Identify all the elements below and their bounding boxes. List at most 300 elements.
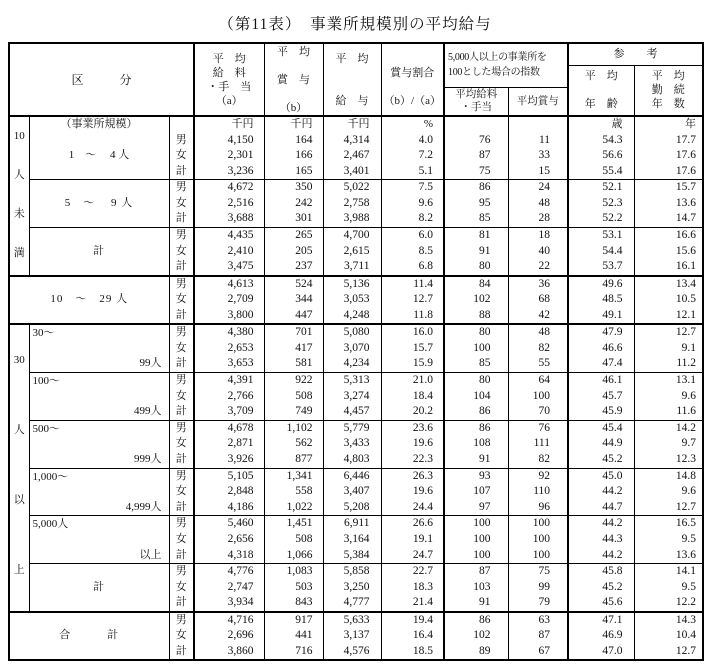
size-label-inner bbox=[30, 516, 169, 563]
value-cell: 100 bbox=[444, 516, 508, 532]
value-cell: 22.3 bbox=[381, 452, 444, 468]
header-index-salary: 平均給料 ・手当 bbox=[444, 87, 508, 116]
value-cell: 5,779 bbox=[323, 420, 381, 436]
value-cell: 3,164 bbox=[323, 532, 381, 548]
value-cell: 16.4 bbox=[381, 628, 444, 644]
value-cell: 4,803 bbox=[323, 452, 381, 468]
value-cell: 100 bbox=[508, 516, 568, 532]
value-cell: 3,988 bbox=[323, 211, 381, 227]
value-cell: 237 bbox=[264, 259, 323, 276]
sex-label: 男 bbox=[169, 564, 194, 580]
value-cell: 9.6 bbox=[634, 389, 703, 405]
value-cell: 49.1 bbox=[568, 308, 634, 325]
size-label-to: 4,999人 bbox=[125, 500, 162, 513]
value-cell: 97 bbox=[444, 500, 508, 516]
unit-cell: 千円 bbox=[323, 116, 381, 133]
value-cell: 508 bbox=[264, 389, 323, 405]
size-label-from: 30～ bbox=[32, 327, 55, 340]
value-cell: 103 bbox=[444, 580, 508, 596]
value-cell: 17.6 bbox=[634, 164, 703, 180]
size-label: 計 bbox=[29, 564, 169, 612]
value-cell: 76 bbox=[444, 133, 508, 149]
sex-label: 男 bbox=[169, 612, 194, 629]
value-cell: 7.5 bbox=[381, 180, 444, 196]
value-cell: 10.5 bbox=[634, 292, 703, 308]
value-cell: 100 bbox=[444, 548, 508, 564]
value-cell: 54.3 bbox=[568, 133, 634, 149]
sex-label: 男 bbox=[169, 133, 194, 149]
header-bonus-ratio: 賞与割合 （b）/（a） bbox=[381, 43, 444, 116]
value-cell: 76 bbox=[508, 420, 568, 436]
value-cell: 5,384 bbox=[323, 548, 381, 564]
size-label-to: 以上 bbox=[139, 548, 162, 561]
size-label-inner bbox=[30, 373, 169, 420]
value-cell: 3,475 bbox=[194, 259, 264, 276]
value-cell: 18 bbox=[508, 227, 568, 243]
size-label: 合 計 bbox=[9, 612, 169, 661]
value-cell: 350 bbox=[264, 180, 323, 196]
value-cell: 107 bbox=[444, 484, 508, 500]
value-cell: 91 bbox=[444, 452, 508, 468]
value-cell: 99 bbox=[508, 580, 568, 596]
value-cell: 24.4 bbox=[381, 500, 444, 516]
value-cell: 81 bbox=[444, 227, 508, 243]
value-cell: 3,860 bbox=[194, 644, 264, 661]
value-cell: 11.4 bbox=[381, 276, 444, 293]
value-cell: 47.4 bbox=[568, 356, 634, 372]
value-cell: 18.4 bbox=[381, 389, 444, 405]
value-cell: 100 bbox=[508, 532, 568, 548]
value-cell: 4,457 bbox=[323, 404, 381, 420]
value-cell: 5,633 bbox=[323, 612, 381, 629]
value-cell: 87 bbox=[444, 564, 508, 580]
value-cell: 45.7 bbox=[568, 389, 634, 405]
sex-label: 男 bbox=[169, 468, 194, 484]
value-cell: 13.6 bbox=[634, 196, 703, 212]
size-label bbox=[29, 116, 169, 180]
value-cell: 3,709 bbox=[194, 404, 264, 420]
value-cell: 164 bbox=[264, 133, 323, 149]
value-cell: 44.2 bbox=[568, 548, 634, 564]
value-cell: 4.0 bbox=[381, 133, 444, 149]
value-cell: 53.1 bbox=[568, 227, 634, 243]
value-cell: 2,656 bbox=[194, 532, 264, 548]
value-cell: 15.7 bbox=[381, 341, 444, 357]
value-cell: 5,105 bbox=[194, 468, 264, 484]
value-cell: 45.2 bbox=[568, 580, 634, 596]
value-cell: 5.1 bbox=[381, 164, 444, 180]
value-cell: 3,250 bbox=[323, 580, 381, 596]
sex-label: 計 bbox=[169, 308, 194, 325]
value-cell: 3,934 bbox=[194, 595, 264, 612]
sex-label: 男 bbox=[169, 420, 194, 436]
sex-label: 計 bbox=[169, 500, 194, 516]
value-cell: 242 bbox=[264, 196, 323, 212]
unit-cell: 千円 bbox=[194, 116, 264, 133]
value-cell: 4,380 bbox=[194, 324, 264, 341]
value-cell: 8.5 bbox=[381, 243, 444, 259]
value-cell: 4,435 bbox=[194, 227, 264, 243]
value-cell: 9.7 bbox=[634, 436, 703, 452]
value-cell: 5,080 bbox=[323, 324, 381, 341]
value-cell: 2,653 bbox=[194, 341, 264, 357]
value-cell: 55.4 bbox=[568, 164, 634, 180]
value-cell: 86 bbox=[444, 404, 508, 420]
value-cell: 24.7 bbox=[381, 548, 444, 564]
table-row bbox=[9, 468, 703, 484]
value-cell: 3,401 bbox=[323, 164, 381, 180]
group-label-text bbox=[10, 325, 29, 606]
value-cell: 2,516 bbox=[194, 196, 264, 212]
sex-label: 女 bbox=[169, 436, 194, 452]
value-cell: 14.7 bbox=[634, 211, 703, 227]
table-body bbox=[9, 116, 703, 660]
size-label-from: 1,000～ bbox=[32, 470, 69, 483]
value-cell: 70 bbox=[508, 404, 568, 420]
value-cell: 3,236 bbox=[194, 164, 264, 180]
value-cell: 100 bbox=[508, 389, 568, 405]
value-cell: 12.7 bbox=[634, 324, 703, 341]
value-cell: 21.0 bbox=[381, 372, 444, 388]
sex-label: 女 bbox=[169, 484, 194, 500]
value-cell: 100 bbox=[508, 548, 568, 564]
value-cell: 88 bbox=[444, 308, 508, 325]
value-cell: 3,711 bbox=[323, 259, 381, 276]
value-cell: 447 bbox=[264, 308, 323, 325]
value-cell: 5,858 bbox=[323, 564, 381, 580]
value-cell: 4,777 bbox=[323, 595, 381, 612]
value-cell: 52.1 bbox=[568, 180, 634, 196]
value-cell: 47.9 bbox=[568, 324, 634, 341]
unit-cell: 年 bbox=[634, 116, 703, 133]
value-cell: 1,451 bbox=[264, 516, 323, 532]
value-cell: 96 bbox=[508, 500, 568, 516]
value-cell: 80 bbox=[444, 324, 508, 341]
value-cell: 54.4 bbox=[568, 243, 634, 259]
value-cell: 12.1 bbox=[634, 308, 703, 325]
value-cell: 21.4 bbox=[381, 595, 444, 612]
value-cell: 344 bbox=[264, 292, 323, 308]
header-avg-age: 平 均 年 齢 bbox=[568, 65, 634, 116]
value-cell: 12.7 bbox=[634, 644, 703, 661]
value-cell: 104 bbox=[444, 389, 508, 405]
sex-label: 女 bbox=[169, 532, 194, 548]
value-cell: 503 bbox=[264, 580, 323, 596]
size-label bbox=[29, 468, 169, 516]
value-cell: 80 bbox=[444, 259, 508, 276]
value-cell: 26.6 bbox=[381, 516, 444, 532]
size-label-inner bbox=[30, 469, 169, 516]
value-cell: 16.6 bbox=[634, 227, 703, 243]
value-cell: 4,391 bbox=[194, 372, 264, 388]
size-label bbox=[29, 420, 169, 468]
value-cell: 44.7 bbox=[568, 500, 634, 516]
value-cell: 63 bbox=[508, 612, 568, 629]
value-cell: 108 bbox=[444, 436, 508, 452]
value-cell: 4,314 bbox=[323, 133, 381, 149]
value-cell: 12.7 bbox=[634, 500, 703, 516]
value-cell: 10.4 bbox=[634, 628, 703, 644]
salary-table bbox=[8, 42, 704, 661]
value-cell: 4,613 bbox=[194, 276, 264, 293]
value-cell: 26.3 bbox=[381, 468, 444, 484]
value-cell: 166 bbox=[264, 148, 323, 164]
sex-label: 女 bbox=[169, 628, 194, 644]
size-label-to: 499人 bbox=[134, 405, 162, 418]
value-cell: 20.2 bbox=[381, 404, 444, 420]
value-cell: 15.9 bbox=[381, 356, 444, 372]
value-cell: 2,410 bbox=[194, 243, 264, 259]
size-label bbox=[29, 516, 169, 564]
value-cell: 11.6 bbox=[634, 404, 703, 420]
value-cell: 52.2 bbox=[568, 211, 634, 227]
value-cell: 16.1 bbox=[634, 259, 703, 276]
value-cell: 524 bbox=[264, 276, 323, 293]
value-cell: 5,208 bbox=[323, 500, 381, 516]
value-cell: 441 bbox=[264, 628, 323, 644]
value-cell: 75 bbox=[444, 164, 508, 180]
table-row bbox=[9, 227, 703, 243]
value-cell: 47.0 bbox=[568, 644, 634, 661]
value-cell: 3,070 bbox=[323, 341, 381, 357]
value-cell: 19.1 bbox=[381, 532, 444, 548]
value-cell: 46.6 bbox=[568, 341, 634, 357]
value-cell: 91 bbox=[444, 595, 508, 612]
sex-label: 男 bbox=[169, 324, 194, 341]
header-category: 区 分 bbox=[9, 43, 194, 116]
value-cell: 45.6 bbox=[568, 595, 634, 612]
value-cell: 2,615 bbox=[323, 243, 381, 259]
value-cell: 2,871 bbox=[194, 436, 264, 452]
value-cell: 12.7 bbox=[381, 292, 444, 308]
value-cell: 79 bbox=[508, 595, 568, 612]
value-cell: 102 bbox=[444, 628, 508, 644]
value-cell: 100 bbox=[444, 341, 508, 357]
value-cell: 91 bbox=[444, 243, 508, 259]
value-cell: 48 bbox=[508, 196, 568, 212]
unit-cell bbox=[444, 116, 508, 133]
value-cell: 16.5 bbox=[634, 516, 703, 532]
group-label bbox=[9, 324, 29, 612]
value-cell: 19.4 bbox=[381, 612, 444, 629]
group-label-char: 人 bbox=[13, 168, 25, 181]
value-cell: 13.6 bbox=[634, 548, 703, 564]
value-cell: 44.2 bbox=[568, 516, 634, 532]
size-label bbox=[29, 372, 169, 420]
group-label-text bbox=[10, 117, 29, 273]
value-cell: 44.9 bbox=[568, 436, 634, 452]
sex-label: 計 bbox=[169, 211, 194, 227]
sex-label: 計 bbox=[169, 404, 194, 420]
value-cell: 52.3 bbox=[568, 196, 634, 212]
size-label-from: 5,000人 bbox=[32, 518, 69, 531]
value-cell: 17.6 bbox=[634, 148, 703, 164]
size-label-from: 100～ bbox=[32, 374, 60, 387]
unit-cell: 千円 bbox=[264, 116, 323, 133]
size-label-to: 999人 bbox=[134, 453, 162, 466]
value-cell: 417 bbox=[264, 341, 323, 357]
value-cell: 95 bbox=[444, 196, 508, 212]
header-avg-salary: 平 均 給 料 ・手 当 （a） bbox=[194, 43, 264, 116]
value-cell: 4,716 bbox=[194, 612, 264, 629]
value-cell: 17.7 bbox=[634, 133, 703, 149]
value-cell: 1,022 bbox=[264, 500, 323, 516]
value-cell: 44.3 bbox=[568, 532, 634, 548]
value-cell: 3,688 bbox=[194, 211, 264, 227]
value-cell: 86 bbox=[444, 180, 508, 196]
value-cell: 562 bbox=[264, 436, 323, 452]
value-cell: 33 bbox=[508, 148, 568, 164]
sex-label: 女 bbox=[169, 148, 194, 164]
sex-label: 計 bbox=[169, 595, 194, 612]
value-cell: 9.6 bbox=[634, 484, 703, 500]
value-cell: 80 bbox=[444, 372, 508, 388]
value-cell: 86 bbox=[444, 612, 508, 629]
value-cell: 93 bbox=[444, 468, 508, 484]
value-cell: 165 bbox=[264, 164, 323, 180]
value-cell: 558 bbox=[264, 484, 323, 500]
value-cell: 5,136 bbox=[323, 276, 381, 293]
header-avg-wage: 平 均 給 与 bbox=[323, 43, 381, 116]
value-cell: 14.2 bbox=[634, 420, 703, 436]
sex-label: 女 bbox=[169, 389, 194, 405]
sex-label: 計 bbox=[169, 548, 194, 564]
value-cell: 1,083 bbox=[264, 564, 323, 580]
value-cell: 5,460 bbox=[194, 516, 264, 532]
value-cell: 581 bbox=[264, 356, 323, 372]
group-label-char: 人 bbox=[13, 423, 25, 436]
sex-label: 女 bbox=[169, 243, 194, 259]
value-cell: 18.3 bbox=[381, 580, 444, 596]
value-cell: 11.8 bbox=[381, 308, 444, 325]
value-cell: 44.2 bbox=[568, 484, 634, 500]
value-cell: 4,248 bbox=[323, 308, 381, 325]
value-cell: 205 bbox=[264, 243, 323, 259]
value-cell: 19.6 bbox=[381, 436, 444, 452]
value-cell: 14.1 bbox=[634, 564, 703, 580]
value-cell: 22.7 bbox=[381, 564, 444, 580]
unit-cell: % bbox=[381, 116, 444, 133]
value-cell: 877 bbox=[264, 452, 323, 468]
value-cell: 55 bbox=[508, 356, 568, 372]
value-cell: 4,150 bbox=[194, 133, 264, 149]
table-row bbox=[9, 116, 703, 133]
value-cell: 4,700 bbox=[323, 227, 381, 243]
value-cell: 2,758 bbox=[323, 196, 381, 212]
size-label-from: 500～ bbox=[32, 422, 60, 435]
value-cell: 9.1 bbox=[634, 341, 703, 357]
value-cell: 11.2 bbox=[634, 356, 703, 372]
value-cell: 84 bbox=[444, 276, 508, 293]
value-cell: 2,709 bbox=[194, 292, 264, 308]
unit-cell bbox=[508, 116, 568, 133]
value-cell: 47.1 bbox=[568, 612, 634, 629]
value-cell: 3,274 bbox=[323, 389, 381, 405]
value-cell: 3,137 bbox=[323, 628, 381, 644]
value-cell: 2,848 bbox=[194, 484, 264, 500]
table-row bbox=[9, 276, 703, 293]
table-row bbox=[9, 372, 703, 388]
size-label-inner bbox=[30, 117, 169, 179]
value-cell: 4,672 bbox=[194, 180, 264, 196]
value-cell: 3,653 bbox=[194, 356, 264, 372]
sex-label: 男 bbox=[169, 372, 194, 388]
value-cell: 46.1 bbox=[568, 372, 634, 388]
table-row bbox=[9, 564, 703, 580]
unit-cell: 歳 bbox=[568, 116, 634, 133]
value-cell: 45.8 bbox=[568, 564, 634, 580]
value-cell: 89 bbox=[444, 644, 508, 661]
value-cell: 301 bbox=[264, 211, 323, 227]
value-cell: 716 bbox=[264, 644, 323, 661]
header-index-group: 5,000人以上の事業所を 100とした場合の指数 bbox=[444, 43, 568, 87]
value-cell: 40 bbox=[508, 243, 568, 259]
value-cell: 3,926 bbox=[194, 452, 264, 468]
value-cell: 3,407 bbox=[323, 484, 381, 500]
size-label-to: 99人 bbox=[139, 357, 162, 370]
sex-label: 計 bbox=[169, 644, 194, 661]
sex-label: 女 bbox=[169, 292, 194, 308]
table-row bbox=[9, 324, 703, 341]
value-cell: 9.5 bbox=[634, 580, 703, 596]
value-cell: 15.6 bbox=[634, 243, 703, 259]
size-label-text: 1 ～ 4 人 bbox=[68, 149, 130, 162]
group-label-char: 10 bbox=[13, 129, 25, 142]
value-cell: 701 bbox=[264, 324, 323, 341]
header-avg-tenure: 平 均 勤 続 年 数 bbox=[634, 65, 703, 116]
value-cell: 92 bbox=[508, 468, 568, 484]
page-title: （第11表） 事業所規模別の平均給与 bbox=[218, 16, 492, 33]
value-cell: 4,234 bbox=[323, 356, 381, 372]
value-cell: 8.2 bbox=[381, 211, 444, 227]
group-label-char: 30 bbox=[13, 353, 25, 366]
header-index-bonus: 平均賞与 bbox=[508, 87, 568, 116]
table-row bbox=[9, 420, 703, 436]
value-cell: 36 bbox=[508, 276, 568, 293]
value-cell: 508 bbox=[264, 532, 323, 548]
size-label-inner bbox=[30, 421, 169, 468]
value-cell: 87 bbox=[444, 148, 508, 164]
group-label-char: 未 bbox=[13, 207, 25, 220]
value-cell: 6.8 bbox=[381, 259, 444, 276]
value-cell: 14.8 bbox=[634, 468, 703, 484]
sex-label bbox=[169, 116, 194, 133]
value-cell: 15.7 bbox=[634, 180, 703, 196]
value-cell: 1,341 bbox=[264, 468, 323, 484]
value-cell: 13.4 bbox=[634, 276, 703, 293]
value-cell: 749 bbox=[264, 404, 323, 420]
value-cell: 45.9 bbox=[568, 404, 634, 420]
header-reference: 参 考 bbox=[568, 43, 703, 65]
value-cell: 265 bbox=[264, 227, 323, 243]
value-cell: 85 bbox=[444, 356, 508, 372]
value-cell: 49.6 bbox=[568, 276, 634, 293]
value-cell: 42 bbox=[508, 308, 568, 325]
value-cell: 110 bbox=[508, 484, 568, 500]
size-label-inner bbox=[30, 325, 169, 372]
value-cell: 100 bbox=[444, 532, 508, 548]
value-cell: 45.2 bbox=[568, 452, 634, 468]
value-cell: 5,022 bbox=[323, 180, 381, 196]
value-cell: 86 bbox=[444, 420, 508, 436]
value-cell: 18.5 bbox=[381, 644, 444, 661]
table-row bbox=[9, 516, 703, 532]
sex-label: 男 bbox=[169, 180, 194, 196]
value-cell: 9.5 bbox=[634, 532, 703, 548]
sex-label: 男 bbox=[169, 227, 194, 243]
value-cell: 4,678 bbox=[194, 420, 264, 436]
value-cell: 3,433 bbox=[323, 436, 381, 452]
